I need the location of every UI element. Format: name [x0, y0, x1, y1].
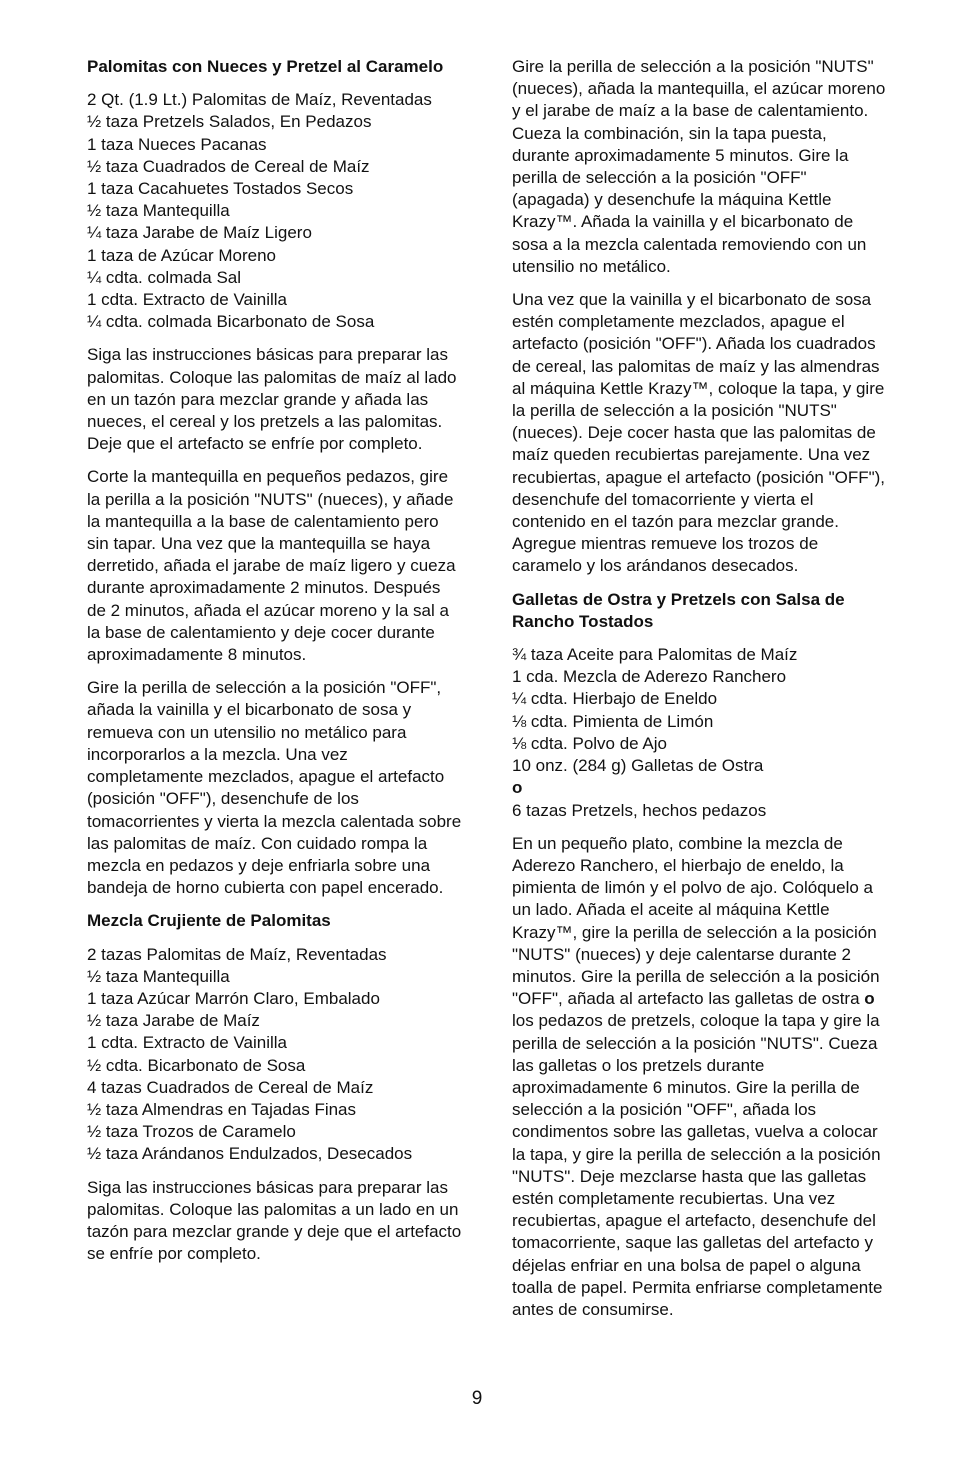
ingredient-item: 6 tazas Pretzels, hechos pedazos: [512, 800, 767, 820]
instruction-text: los pedazos de pretzels, coloque la tapa y gire la perilla de selección a la posición "NUTS". Cueza las galletas o los pretzels durante aproximadamente 6 minutos. Gire la perilla de selección a la posición "OFF", añada los condimentos sobre las galletas, vuelva a colocar la tapa, y gire la perilla de selección a la posición "NUTS". Deje mezclarse hasta que las galletas estén completamente recubiertas. Una vez recubiertas, apague el artefacto, desenchufe del tomacorriente, saque las galletas del artefacto y déjelas enfriar en una bolsa de papel o alguna toalla de papel. Permita enfriarse completamente antes de consumirse.: [512, 1011, 883, 1319]
recipe-title: Galletas de Ostra y Pretzels con Salsa de Rancho Tostados: [512, 589, 845, 631]
instruction-paragraph: Una vez que la vainilla y el bicarbonato de sosa estén completamente mezclados, apague el artefacto (posición "OFF"). Añada los cuadrados de cereal, las palomitas de maíz y las almendras al máquina Kettle Krazy™, coloque la tapa, y gire la perilla de selección a la posición "NUTS" (nueces). Deje cocer hasta que las palomitas de maíz queden recubiertas parejamente. Una vez recubiertas, apague el artefacto (posición "OFF"), desenchufe del tomacorriente y vierta el contenido en el tazón para mezclar grande. Agregue mientras remueve los trozos de caramelo y los arándanos desecados.: [512, 290, 886, 576]
ingredient-item: 1 cda. Mezcla de Aderezo Ranchero: [512, 667, 787, 687]
ingredient-item: 2 tazas Palomitas de Maíz, Reventadas: [87, 944, 387, 964]
ingredient-item: ½ taza Arándanos Endulzados, Desecados: [87, 1144, 413, 1164]
instruction-text: En un pequeño plato, combine la mezcla de Aderezo Ranchero, el hierbajo de eneldo, la pimienta de limón y el polvo de ajo. Colóquelo a un lado. Añada el aceite al máquina Kettle Krazy™, gire la perilla de selección a la posición "NUTS" (nueces) y deje calentarse durante 2 minutos. Gire la perilla de selección a la posición "OFF", añada al artefacto las galletas de ostra: [512, 833, 880, 1009]
recipe-title: Palomitas con Nueces y Pretzel al Caramelo: [87, 57, 444, 76]
ingredient-item: ½ taza Jarabe de Maíz: [87, 1011, 260, 1031]
ingredient-item: 1 cdta. Extracto de Vainilla: [87, 1033, 288, 1053]
instruction-paragraph: Corte la mantequilla en pequeños pedazos, gire la perilla a la posición "NUTS" (nueces), y añade la mantequilla a la base de calentamiento pero sin tapar. Una vez que la mantequilla se haya derretido, añada el jarabe de maíz ligero y cueza durante aproximadamente 2 minutos. Después de 2 minutos, añada el azúcar moreno y la sal a la base de calentamiento y deje cocer durante aproximadamente 8 minutos.: [87, 467, 456, 665]
ingredient-item: 1 taza de Azúcar Moreno: [87, 245, 277, 265]
ingredient-item: ½ taza Mantequilla: [87, 201, 230, 221]
ingredient-alternative-or: o: [512, 778, 523, 798]
ingredient-item: ½ taza Pretzels Salados, En Pedazos: [87, 112, 372, 132]
instruction-paragraph: Siga las instrucciones básicas para preparar las palomitas. Coloque las palomitas de maíz al lado en un tazón para mezclar grande y añada las nueces, el cereal y los pretzels a las palomitas. Deje que el artefacto se enfríe por completo.: [87, 345, 457, 454]
ingredient-item: 1 taza Cacahuetes Tostados Secos: [87, 179, 354, 199]
ingredient-item: 1 cdta. Extracto de Vainilla: [87, 290, 288, 310]
page-number: 9: [471, 1388, 483, 1409]
ingredient-item: ½ cdta. Bicarbonato de Sosa: [87, 1055, 306, 1075]
instruction-paragraph: Gire la perilla de selección a la posición "OFF", añada la vainilla y el bicarbonato de sosa y remueva con un utensilio no metálico para incorporarlos a la mezcla. Una vez completamente mezclados, apague el artefacto (posición "OFF"), desenchufe de los tomacorrientes y vierta la mezcla calentada sobre las palomitas de maíz. Con cuidado rompa la mezcla en pedazos y deje enfriarla sobre una bandeja de horno cubierta con papel encerado.: [87, 678, 462, 898]
recipe-title: Mezcla Crujiente de Palomitas: [87, 911, 331, 931]
ingredient-item: ½ taza Trozos de Caramelo: [87, 1122, 296, 1142]
ingredient-item: ⅛ cdta. Polvo de Ajo: [512, 733, 667, 753]
ingredient-item: ¼ taza Jarabe de Maíz Ligero: [87, 223, 312, 243]
left-column: [87, 56, 463, 1276]
ingredient-item: 10 onz. (284 g) Galletas de Ostra: [512, 756, 764, 776]
ingredient-item: 4 tazas Cuadrados de Cereal de Maíz: [87, 1077, 374, 1097]
ingredient-item: 1 taza Nueces Pacanas: [87, 134, 267, 154]
instruction-paragraph: Siga las instrucciones básicas para preparar las palomitas. Coloque las palomitas a un lado en un tazón para mezclar grande y deje que el artefacto se enfríe por completo.: [87, 1177, 462, 1264]
ingredient-item: 1 taza Azúcar Marrón Claro, Embalado: [87, 988, 380, 1008]
ingredient-list: [87, 944, 463, 1166]
ingredient-item: ¾ taza Aceite para Palomitas de Maíz: [512, 645, 798, 665]
right-column: [512, 56, 888, 1332]
ingredient-item: ½ taza Cuadrados de Cereal de Maíz: [87, 156, 370, 176]
ingredient-item: ¼ cdta. Hierbajo de Eneldo: [512, 689, 718, 709]
ingredient-list: [512, 644, 888, 822]
instruction-paragraph: Gire la perilla de selección a la posición "NUTS" (nueces), añada la mantequilla, el azúcar moreno y el jarabe de maíz a la base de calentamiento. Cueza la combinación, sin la tapa puesta, durante aproximadamente 5 minutos. Gire la perilla de selección a la posición "OFF" (apagada) y desenchufe la máquina Kettle Krazy™. Añada la vainilla y el bicarbonato de sosa a la mezcla calentada removiendo con un utensilio no metálico.: [512, 57, 886, 276]
ingredient-item: ½ taza Mantequilla: [87, 966, 230, 986]
ingredient-list: [87, 89, 463, 333]
instruction-or-emphasis: o: [864, 989, 875, 1009]
ingredient-item: ¼ cdta. colmada Sal: [87, 267, 242, 287]
ingredient-item: 2 Qt. (1.9 Lt.) Palomitas de Maíz, Reventadas: [87, 90, 432, 110]
ingredient-item: ½ taza Almendras en Tajadas Finas: [87, 1099, 357, 1119]
instruction-paragraph: [512, 833, 888, 1321]
ingredient-item: ⅛ cdta. Pimienta de Limón: [512, 711, 714, 731]
ingredient-item: ¼ cdta. colmada Bicarbonato de Sosa: [87, 312, 375, 332]
